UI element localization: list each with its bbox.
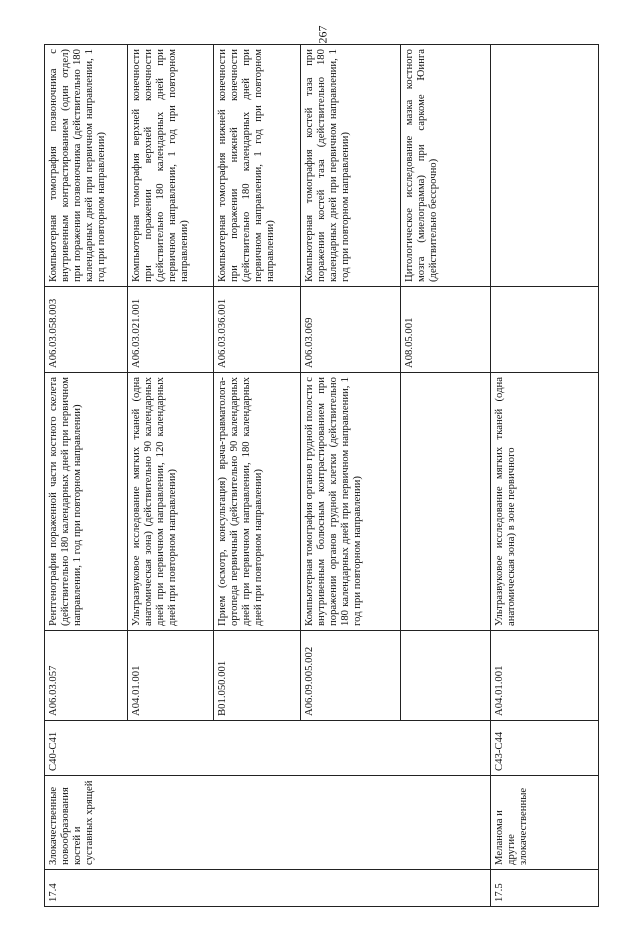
service-description: Ультразвуковое исследование мягких тканей (одна анатомическая зона) (действительно 90 календарных дней при первичном направлении, 120 календарных дней при повторном направлении) xyxy=(128,373,214,631)
service-description: Компьютерная томография нижней конечности при поражении нижней конечности (действительно 180 календарных дней при первичном направлении, 1 год при повторном направлении) xyxy=(214,45,301,287)
disease-name: Злокачественные новообразования костей и суставных хрящей xyxy=(45,776,491,870)
service-code: A08.05.001 xyxy=(401,287,491,373)
service-code xyxy=(491,287,599,373)
icd-codes: C40-C41 xyxy=(45,721,491,776)
service-description: Цитологическое исследование мазка костного мозга (миелограмма) при саркоме Юинга (действительно бессрочно) xyxy=(401,45,491,287)
service-description: Компьютерная томография позвоночника с внутривенным контрастированием (один отдел) при поражении позвоночника (действительно 180 календарных дней при первичном направлении, 1 год при повторном направлении) xyxy=(45,45,128,287)
service-code: A06.09.005.002 xyxy=(301,631,401,721)
service-description: Прием (осмотр, консультация) врача-травматолога-ортопеда первичный (действительно 90 календарных дней при первичном направлении, 180 календарных дней при повторном направлении) xyxy=(214,373,301,631)
service-code: A06.03.021.001 xyxy=(128,287,214,373)
table-row xyxy=(491,45,599,907)
service-description: Рентгенография пораженной части костного скелета (действительно 180 календарных дней при первичном направлении, 1 год при повторном направлении) xyxy=(45,373,128,631)
service-code: A06.03.058.003 xyxy=(45,287,128,373)
service-code: B01.050.001 xyxy=(214,631,301,721)
icd-codes: C43-C44 xyxy=(491,721,599,776)
service-description: Компьютерная томография костей таза при поражении костей таза (действительно 180 календарных дней при первичном направлении, 1 год при повторном направлении) xyxy=(301,45,401,287)
service-code: A04.01.001 xyxy=(128,631,214,721)
service-code: A04.01.001 xyxy=(491,631,599,721)
table-row xyxy=(45,45,128,907)
row-number: 17.5 xyxy=(491,870,599,907)
service-code: A06.03.057 xyxy=(45,631,128,721)
service-code: A06.03.069 xyxy=(301,287,401,373)
service-description: Компьютерная томография органов грудной полости с внутривенным болюсным контрастированием при поражении органов грудной клетки (действительно 180 календарных дней при первичном направлении, 1 год при повторном направлении) xyxy=(301,373,401,631)
service-code xyxy=(401,631,491,721)
procedures-table xyxy=(44,44,599,907)
service-description: Ультразвуковое исследование мягких тканей (одна анатомическая зона) в зоне первичного xyxy=(491,373,599,631)
rotated-table-frame xyxy=(44,45,599,907)
service-description: Компьютерная томография верхней конечности при поражении верхней конечности (действительно 180 календарных дней при первичном направлении, 1 год при повторном направлении) xyxy=(128,45,214,287)
page-number-text: 267 xyxy=(315,25,330,43)
service-description xyxy=(401,373,491,631)
disease-name: Меланома и другие злокачественные xyxy=(491,776,599,870)
table-container xyxy=(44,45,599,907)
row-number: 17.4 xyxy=(45,870,491,907)
service-code: A06.03.036.001 xyxy=(214,287,301,373)
service-description xyxy=(491,45,599,287)
